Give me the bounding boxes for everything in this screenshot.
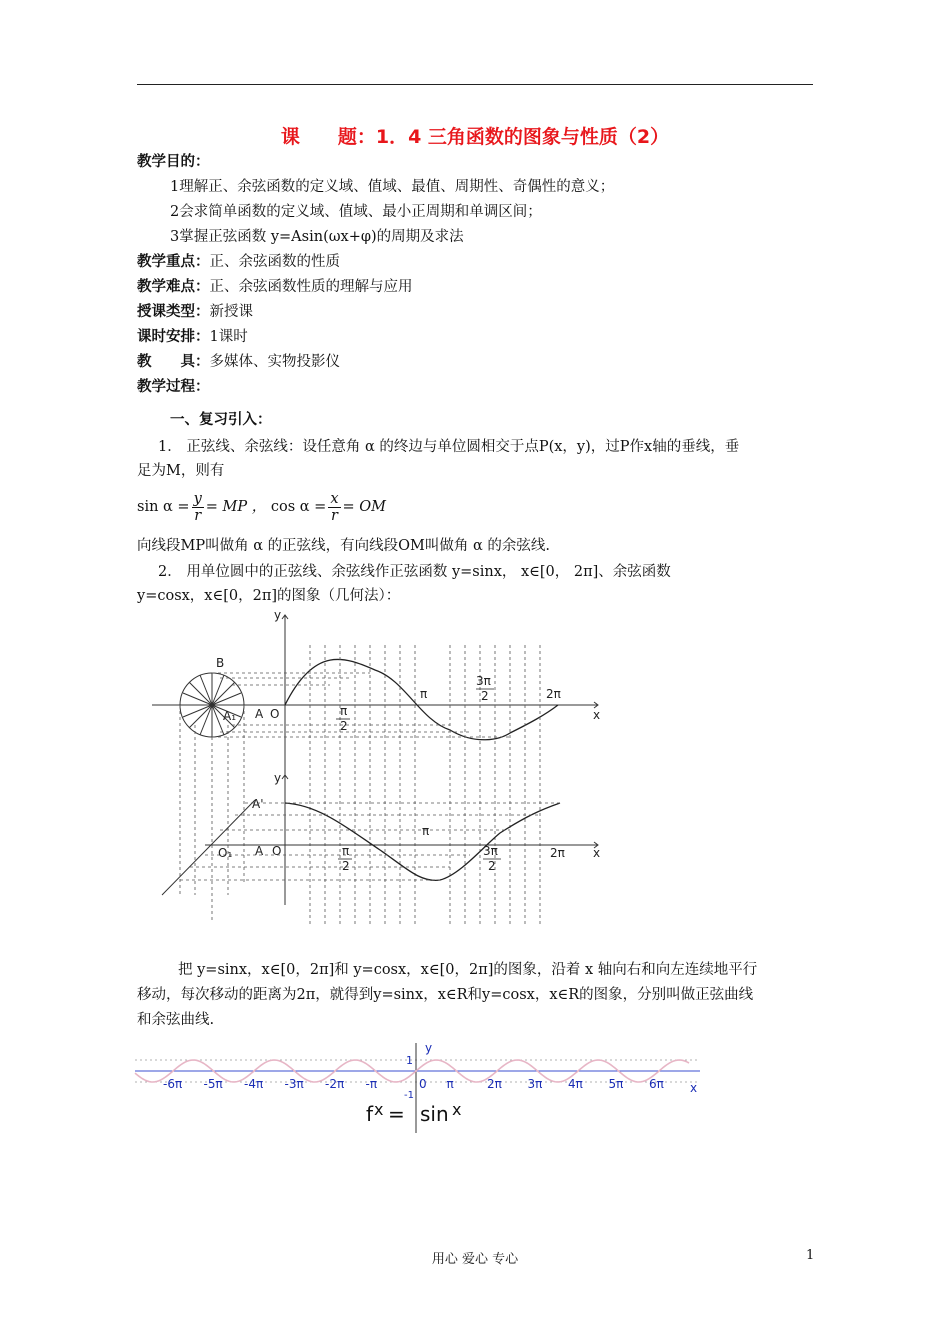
header-rule [137, 84, 813, 85]
svg-text:-1: -1 [404, 1090, 414, 1101]
svg-text:O₁: O₁ [218, 846, 233, 860]
svg-text:B: B [216, 656, 225, 670]
tick-label: -3π [284, 1077, 304, 1091]
svg-text:π: π [340, 704, 348, 718]
paragraph-line: 2． 用单位圆中的正弦线、余弦线作正弦函数 y=sinx， x∈[0， 2π]、余弦函数 [158, 564, 671, 580]
svg-text:2: 2 [488, 859, 496, 873]
svg-text:2π: 2π [550, 846, 565, 860]
svg-text:A₁: A₁ [223, 709, 237, 723]
svg-text:2π: 2π [546, 687, 561, 701]
tick-label: -π [365, 1077, 378, 1091]
svg-text:sin: sin [420, 1102, 449, 1126]
paragraph-line: 把 y=sinx，x∈[0，2π]和 y=cosx，x∈[0，2π]的图象，沿着 x 轴向右和向左连续地平行 [178, 962, 758, 978]
tick-label: 2π [487, 1077, 502, 1091]
info-row: 教学过程： [137, 379, 210, 395]
tick-label: -5π [203, 1077, 223, 1091]
info-row: 教学重点：正、余弦函数的性质 [137, 254, 340, 270]
svg-text:=: = [388, 1102, 405, 1126]
tick-label: -6π [163, 1077, 183, 1091]
svg-text:x: x [593, 846, 601, 860]
sin-cos-formula: sin α = $\frac{y}{r}$ = MP ， cos α = $\frac{x}{r}$ = OM [137, 490, 387, 524]
page-footer: 用心 爱心 专心 [431, 1252, 519, 1267]
info-row: 教学难点：正、余弦函数性质的理解与应用 [137, 279, 413, 295]
info-row: 课时安排：1课时 [137, 329, 248, 345]
objective-item: 1理解正、余弦函数的定义域、值域、最值、周期性、奇偶性的意义； [170, 179, 615, 195]
sine-cosine-construction-figure [150, 605, 610, 925]
paragraph-line: 和余弦曲线. [137, 1012, 215, 1028]
tick-label: -2π [325, 1077, 345, 1091]
svg-text:x: x [593, 708, 601, 722]
svg-text:A: A [255, 707, 264, 721]
svg-text:y: y [274, 608, 282, 622]
svg-text:y: y [425, 1041, 433, 1055]
svg-text:1: 1 [406, 1054, 413, 1067]
objectives-label: 教学目的： [137, 154, 210, 170]
svg-text:x: x [452, 1100, 462, 1119]
info-row: 教 具：多媒体、实物投影仪 [137, 354, 340, 370]
tick-label: 6π [649, 1077, 664, 1091]
svg-text:y: y [274, 771, 282, 785]
svg-text:π: π [342, 844, 350, 858]
svg-text:x: x [690, 1081, 698, 1095]
svg-text:f: f [366, 1102, 374, 1126]
paragraph-line: 向线段MP叫做角 α 的正弦线，有向线段OM叫做角 α 的余弦线. [137, 538, 550, 554]
tick-label: -4π [244, 1077, 264, 1091]
svg-text:0: 0 [419, 1077, 427, 1091]
lesson-title: 课 题：1．4 三角函数的图象与性质（2） [280, 126, 670, 148]
page-number: 1 [806, 1248, 815, 1263]
tick-label: 5π [608, 1077, 624, 1091]
paragraph-line: y=cosx，x∈[0，2π]的图象（几何法）： [137, 588, 401, 604]
svg-text:A: A [255, 844, 264, 858]
paragraph-line: 移动，每次移动的距离为2π，就得到y=sinx，x∈R和y=cosx，x∈R的图象，分别叫做正弦曲线 [137, 987, 754, 1003]
paragraph-line: 1． 正弦线、余弦线：设任意角 α 的终边与单位圆相交于点P(x，y)，过P作x轴的垂线，垂 [158, 439, 740, 455]
svg-text:π: π [422, 824, 430, 838]
svg-text:2: 2 [340, 719, 348, 733]
sine-curve-figure [130, 1038, 720, 1133]
svg-text:2: 2 [342, 859, 350, 873]
svg-text:π: π [420, 687, 428, 701]
info-row: 授课类型：新授课 [137, 304, 253, 320]
tick-label: 4π [568, 1077, 583, 1091]
objective-item: 2会求简单函数的定义域、值域、最小正周期和单调区间； [170, 204, 542, 220]
svg-text:2: 2 [481, 689, 489, 703]
svg-text:x: x [374, 1100, 384, 1119]
tick-label: 3π [527, 1077, 543, 1091]
tick-label: π [446, 1077, 454, 1091]
svg-text:O: O [270, 707, 280, 721]
section-heading: 一、复习引入： [170, 412, 272, 428]
svg-text:3π: 3π [483, 844, 498, 858]
svg-text:3π: 3π [476, 674, 491, 688]
objective-item: 3掌握正弦函数 y=Asin(ωx+φ)的周期及求法 [170, 229, 464, 245]
svg-text:A': A' [252, 797, 264, 811]
paragraph-line: 足为M，则有 [137, 463, 225, 479]
svg-text:O: O [272, 844, 282, 858]
